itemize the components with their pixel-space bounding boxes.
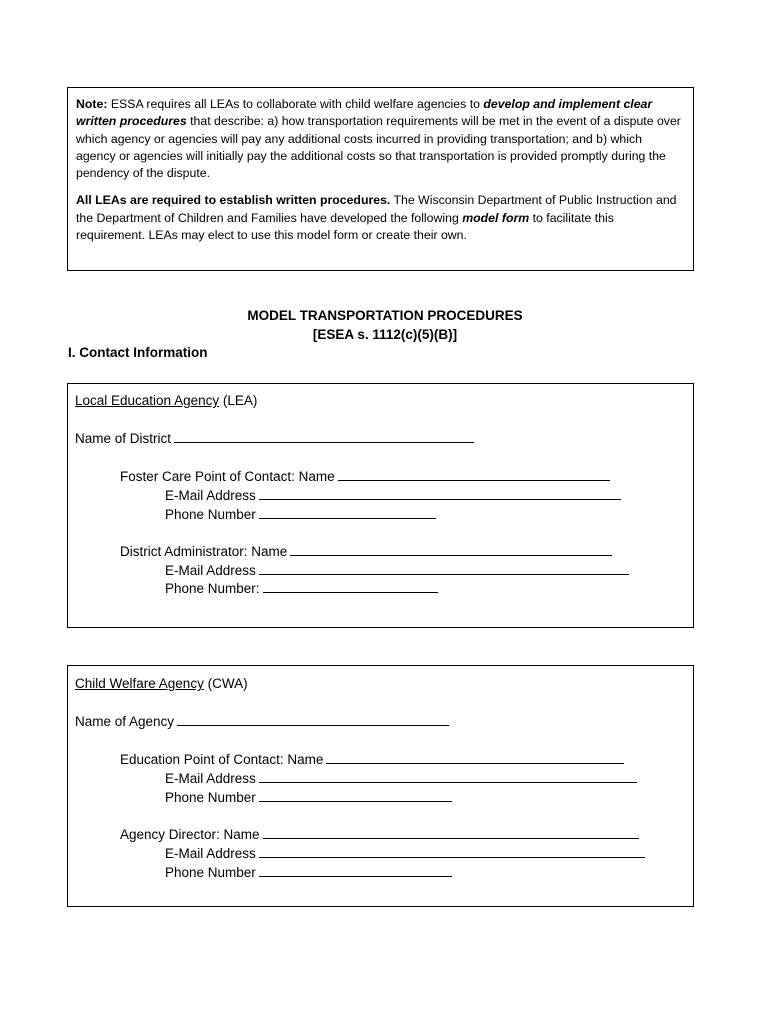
lea-poc-phone-field[interactable] [259,504,436,519]
note-text-1a: ESSA requires all LEAs to collaborate with child welfare agencies to [107,97,484,111]
lea-poc-name-row [120,466,610,485]
cwa-director-phone-label: Phone Number [165,865,256,880]
lea-admin-email-field[interactable] [259,560,629,575]
lea-poc-email-label: E-Mail Address [165,488,256,503]
cwa-agency-name-label: Name of Agency [75,714,175,729]
document-title: MODEL TRANSPORTATION PROCEDURES [247,308,523,323]
cwa-heading [75,674,248,693]
cwa-director-email-row [165,843,645,862]
note-paragraph-1 [76,96,685,182]
lea-poc-phone-row [165,504,436,523]
cwa-director-phone-field[interactable] [259,862,452,877]
cwa-poc-email-row [165,768,637,787]
section-heading: I. Contact Information [68,345,208,360]
note-emphasis-1: develop and implement clear written procedures [76,97,653,129]
lea-heading-text: Local Education Agency [75,393,220,408]
cwa-poc-phone-field[interactable] [259,787,452,802]
cwa-agency-name-row [75,711,449,730]
cwa-heading-suffix: (CWA) [203,676,248,691]
cwa-director-email-label: E-Mail Address [165,846,256,861]
lea-section [67,383,694,628]
cwa-agency-name-field[interactable] [177,711,449,726]
cwa-director-phone-row [165,862,452,881]
lea-admin-phone-label: Phone Number: [165,581,260,596]
cwa-poc-phone-row [165,787,452,806]
cwa-poc-name-label: Education Point of Contact: Name [120,752,324,767]
cwa-director-name-field[interactable] [263,824,639,839]
lea-district-name-label: Name of District [75,431,172,446]
lea-poc-email-row [165,485,621,504]
cwa-poc-phone-label: Phone Number [165,790,256,805]
document-subtitle: [ESEA s. 1112(c)(5)(B)] [312,327,458,342]
lea-poc-email-field[interactable] [259,485,621,500]
note-text-1c: that describe: a) how transportation requirements will be met in the event of a dispute over which agency or agencies will pay any additional costs incurred in providing transportation; and b) which agency or agencies will initially pay the additional costs so that transportation is provided promptly during the pendency of the dispute. [76,114,681,181]
note-bold-2: All LEAs are required to establish written procedures. [76,193,391,208]
cwa-poc-name-row [120,749,624,768]
cwa-director-name-label: Agency Director: Name [120,827,260,842]
note-paragraph-2 [76,192,685,244]
lea-heading-suffix: (LEA) [219,393,258,408]
note-box [67,87,694,271]
lea-admin-email-row [165,560,629,579]
cwa-heading-text: Child Welfare Agency [75,676,204,691]
cwa-section [67,665,694,907]
note-emphasis-2: model form [462,210,530,225]
lea-poc-phone-label: Phone Number [165,507,256,522]
lea-poc-name-field[interactable] [338,466,610,481]
cwa-poc-email-field[interactable] [259,768,637,783]
lea-admin-name-row [120,541,612,560]
cwa-director-name-row [120,824,639,843]
lea-poc-name-label: Foster Care Point of Contact: Name [120,469,335,484]
lea-admin-phone-field[interactable] [263,580,438,593]
lea-admin-name-field[interactable] [290,541,612,556]
cwa-director-email-field[interactable] [259,843,645,858]
lea-heading [75,391,257,410]
note-text-2d: to facilitate this requirement. LEAs may elect to use this model form or create their own. [76,210,614,243]
note-label: Note: [76,97,108,111]
cwa-poc-name-field[interactable] [326,749,624,764]
lea-admin-phone-row [165,579,438,598]
lea-district-name-field[interactable] [174,428,474,443]
lea-district-name-row [75,428,474,447]
lea-admin-name-label: District Administrator: Name [120,544,288,559]
note-text-2b: The Wisconsin Department of Public Instruction and the Department of Children and Families have developed the following [76,193,677,225]
cwa-poc-email-label: E-Mail Address [165,771,256,786]
lea-admin-email-label: E-Mail Address [165,563,256,578]
